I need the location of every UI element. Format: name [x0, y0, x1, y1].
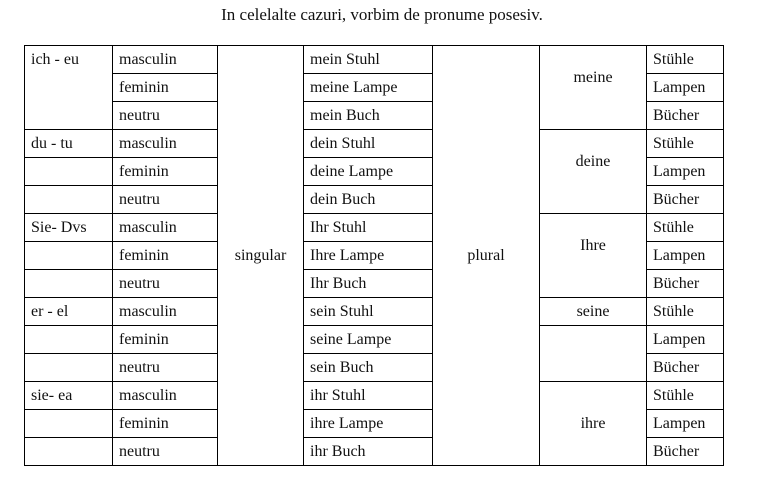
plural-pronoun-cell: deine — [540, 130, 647, 214]
singular-example-cell: ihre Lampe — [304, 410, 433, 438]
singular-example-cell: deine Lampe — [304, 158, 433, 186]
person-cell-empty — [25, 186, 113, 214]
plural-noun-cell: Bücher — [647, 270, 724, 298]
gender-cell: neutru — [113, 102, 218, 130]
gender-cell: neutru — [113, 438, 218, 466]
singular-example-cell: ihr Buch — [304, 438, 433, 466]
person-cell: sie- ea — [25, 382, 113, 410]
person-cell-empty — [25, 242, 113, 270]
person-cell: er - el — [25, 298, 113, 326]
plural-noun-cell: Bücher — [647, 438, 724, 466]
person-cell-empty — [25, 326, 113, 354]
gender-cell: masculin — [113, 214, 218, 242]
singular-example-cell: ihr Stuhl — [304, 382, 433, 410]
person-cell: Sie- Dvs — [25, 214, 113, 242]
possessive-pronoun-table — [24, 45, 724, 466]
person-cell-empty — [25, 354, 113, 382]
page-title: In celelalte cazuri, vorbim de pronume posesiv. — [221, 5, 543, 24]
singular-example-cell: dein Buch — [304, 186, 433, 214]
person-cell-empty — [25, 438, 113, 466]
plural-pronoun-cell: seine — [540, 298, 647, 326]
table-row — [25, 130, 724, 158]
person-cell-empty — [25, 410, 113, 438]
gender-cell: feminin — [113, 326, 218, 354]
plural-pronoun-cell-empty — [540, 326, 647, 382]
singular-example-cell: Ihr Stuhl — [304, 214, 433, 242]
plural-noun-cell: Bücher — [647, 186, 724, 214]
singular-example-cell: dein Stuhl — [304, 130, 433, 158]
table-row — [25, 214, 724, 242]
plural-noun-cell: Stühle — [647, 214, 724, 242]
gender-cell: neutru — [113, 270, 218, 298]
plural-noun-cell: Stühle — [647, 46, 724, 74]
person-cell: du - tu — [25, 130, 113, 158]
plural-pronoun-cell: Ihre — [540, 214, 647, 298]
gender-cell: feminin — [113, 158, 218, 186]
gender-cell: neutru — [113, 354, 218, 382]
plural-noun-cell: Lampen — [647, 326, 724, 354]
singular-example-cell: meine Lampe — [304, 74, 433, 102]
plural-noun-cell: Lampen — [647, 242, 724, 270]
singular-example-cell: Ihr Buch — [304, 270, 433, 298]
plural-noun-cell: Lampen — [647, 158, 724, 186]
gender-cell: masculin — [113, 298, 218, 326]
table-row — [25, 326, 724, 354]
plural-noun-cell: Bücher — [647, 354, 724, 382]
gender-cell: masculin — [113, 382, 218, 410]
gender-cell: masculin — [113, 130, 218, 158]
table-row — [25, 298, 724, 326]
table-row — [25, 46, 724, 74]
singular-example-cell: sein Buch — [304, 354, 433, 382]
plural-label: plural — [433, 46, 540, 466]
singular-example-cell: sein Stuhl — [304, 298, 433, 326]
person-cell-empty — [25, 158, 113, 186]
person-cell-empty — [25, 270, 113, 298]
singular-example-cell: Ihre Lampe — [304, 242, 433, 270]
table-row — [25, 382, 724, 410]
plural-pronoun-cell: ihre — [540, 382, 647, 466]
plural-noun-cell: Lampen — [647, 410, 724, 438]
plural-noun-cell: Stühle — [647, 382, 724, 410]
gender-cell: feminin — [113, 242, 218, 270]
gender-cell: feminin — [113, 74, 218, 102]
plural-noun-cell: Stühle — [647, 298, 724, 326]
gender-cell: masculin — [113, 46, 218, 74]
gender-cell: feminin — [113, 410, 218, 438]
singular-label: singular — [218, 46, 304, 466]
plural-noun-cell: Lampen — [647, 74, 724, 102]
singular-example-cell: seine Lampe — [304, 326, 433, 354]
plural-noun-cell: Bücher — [647, 102, 724, 130]
gender-cell: neutru — [113, 186, 218, 214]
singular-example-cell: mein Stuhl — [304, 46, 433, 74]
plural-pronoun-cell: meine — [540, 46, 647, 130]
person-cell: ich - eu — [25, 46, 113, 130]
singular-example-cell: mein Buch — [304, 102, 433, 130]
plural-noun-cell: Stühle — [647, 130, 724, 158]
